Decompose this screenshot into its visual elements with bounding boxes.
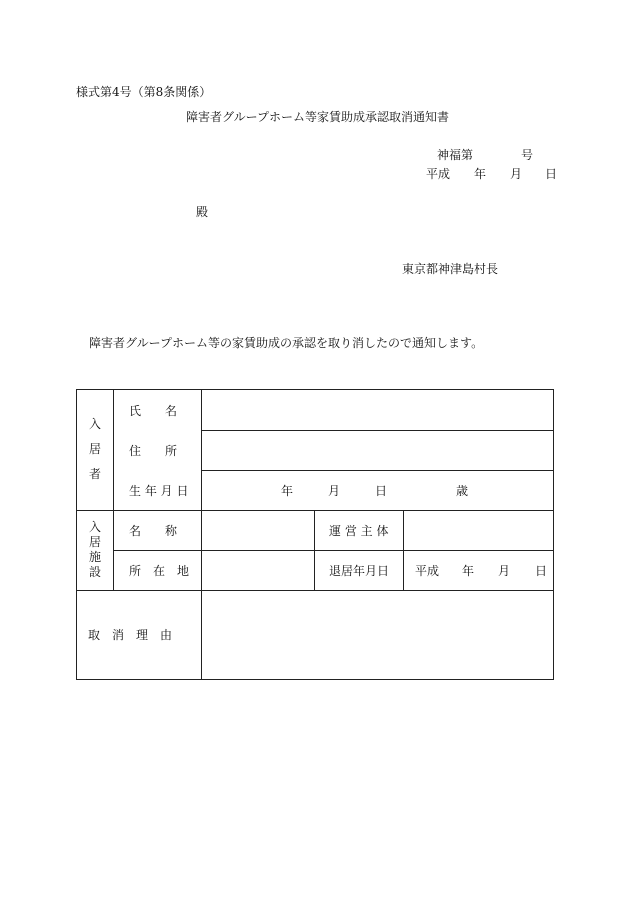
facility-location-label: 所 在 地	[129, 564, 190, 578]
row-divider	[201, 470, 554, 471]
column-divider	[403, 510, 404, 590]
body-text: 障害者グループホーム等の家賃助成の承認を取り消したので通知します。	[89, 336, 484, 350]
resident-address-label: 住 所	[129, 444, 178, 458]
column-divider	[314, 510, 315, 590]
issue-number-prefix: 神福第	[437, 148, 474, 162]
row-divider	[113, 550, 554, 551]
issue-date-day-label: 日	[545, 167, 558, 181]
facility-name-label: 名 称	[129, 524, 178, 538]
birth-date-label: 生 年 月 日	[129, 484, 189, 498]
move-out-day-label: 日	[535, 564, 548, 578]
issuer-name: 東京都神津島村長	[402, 262, 499, 276]
form-number: 様式第4号（第8条関係）	[76, 85, 212, 99]
birth-month-label: 月	[328, 484, 341, 498]
resident-group-label: 入居者	[88, 417, 101, 481]
column-divider	[113, 390, 114, 590]
addressee-suffix: 殿	[196, 205, 209, 219]
move-out-year-label: 年	[462, 564, 475, 578]
move-out-date-label: 退居年月日	[329, 564, 390, 578]
row-divider	[201, 430, 554, 431]
column-divider	[201, 390, 202, 680]
row-divider	[77, 590, 554, 591]
details-table	[76, 389, 554, 680]
move-out-era: 平成	[415, 564, 440, 578]
issue-date-year-label: 年	[474, 167, 487, 181]
issue-date-month-label: 月	[510, 167, 523, 181]
resident-name-label: 氏 名	[129, 404, 178, 418]
row-divider	[77, 510, 554, 511]
cancel-reason-label: 取 消 理 由	[88, 628, 173, 642]
move-out-month-label: 月	[498, 564, 511, 578]
age-label: 歳	[456, 484, 469, 498]
birth-day-label: 日	[375, 484, 388, 498]
issue-number-suffix: 号	[521, 148, 534, 162]
document-title: 障害者グループホーム等家賃助成承認取消通知書	[186, 110, 450, 124]
birth-year-label: 年	[281, 484, 294, 498]
issue-date-era: 平成	[426, 167, 451, 181]
facility-group-label: 入居施設	[88, 520, 101, 579]
operator-label: 運 営 主 体	[329, 524, 389, 538]
